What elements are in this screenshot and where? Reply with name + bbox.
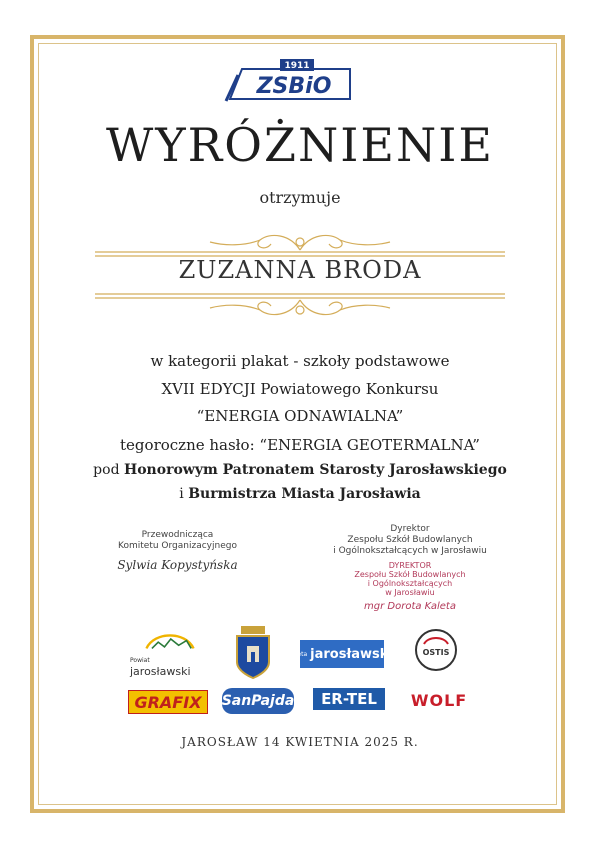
patronage-line-2: [0, 486, 600, 502]
powiat-jaroslawski-logo: [130, 628, 210, 678]
director-stamp: [310, 561, 510, 597]
sanpajda-logo: SanPajda: [222, 688, 294, 714]
right-role-1: Dyrektor: [390, 524, 430, 534]
signature-left: [95, 530, 260, 571]
ostis-logo: [414, 628, 458, 672]
stamp-name: mgr Dorota Kaleta: [364, 601, 456, 612]
diploma-title: WYRÓŻNIENIE: [106, 118, 494, 172]
powiat-arc-icon: [135, 628, 205, 650]
motto-line: tegoroczne hasło: “ENERGIA GEOTERMALNA”: [120, 436, 480, 454]
category-line: w kategorii plakat - szkoły podstawowe: [150, 352, 450, 370]
recipient-name: ZUZANNA BRODA: [178, 256, 422, 284]
stamp-title: DYREKTOR: [388, 561, 432, 570]
right-role-3: i Ogólnokształcących w Jarosławiu: [333, 546, 487, 556]
patronage-line-1: [0, 462, 600, 478]
gazeta-jaroslawska-logo: gazeta jarosławska: [300, 640, 384, 668]
left-role-2: Komitetu Organizacyjnego: [118, 541, 237, 551]
powiat-text: Powiat jarosławski: [130, 657, 191, 678]
svg-text:OSTIS: OSTIS: [422, 648, 450, 657]
date-line: JAROSŁAW 14 KWIETNIA 2025 R.: [181, 735, 419, 749]
right-role-2: Zespołu Szkół Budowlanych: [347, 535, 473, 545]
ertel-logo: ER-TEL: [313, 688, 385, 710]
stamp-line-2: i Ogólnokształcących: [367, 579, 453, 588]
patronage-prefix-2: i: [179, 486, 184, 502]
left-role-1: Przewodnicząca: [141, 530, 214, 540]
school-logo: [220, 55, 360, 105]
receives-label: otrzymuje: [259, 188, 341, 207]
patronage-burmistrz: Burmistrza Miasta Jarosławia: [188, 486, 421, 502]
logo-year: 1911: [284, 61, 310, 71]
signature-right: [310, 524, 510, 612]
edition-line: XVII EDYCJI Powiatowego Konkursu: [161, 380, 439, 398]
stamp-line-1: Zespołu Szkół Budowlanych: [354, 570, 466, 579]
grafix-logo: GRAFIX: [128, 690, 208, 714]
coat-of-arms-icon: [233, 624, 273, 680]
left-signature: Sylwia Kopystyńska: [117, 558, 238, 572]
logo-text: ZSBiO: [256, 74, 332, 99]
contest-name: “ENERGIA ODNAWIALNA”: [196, 407, 404, 425]
stamp-line-3: w Jarosławiu: [385, 588, 435, 597]
patronage-prefix: pod: [93, 462, 120, 478]
ornament-bottom: [95, 288, 505, 328]
wolf-logo: WOLF: [410, 690, 468, 710]
patronage-starosta: Honorowym Patronatem Starosty Jarosławskiego: [123, 462, 507, 478]
